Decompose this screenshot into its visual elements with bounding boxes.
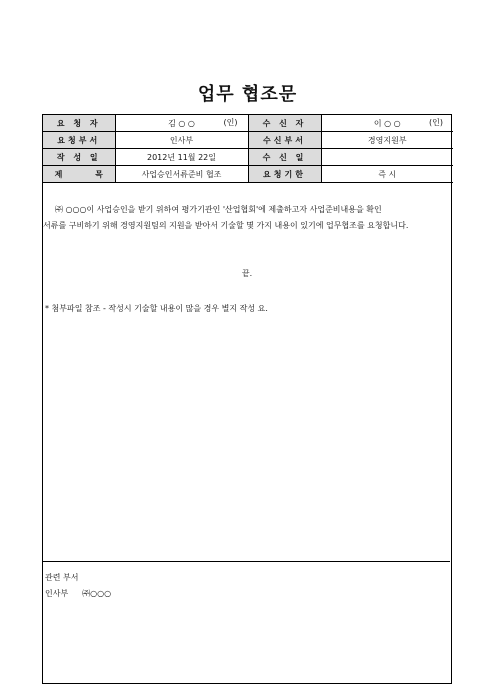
body-paragraph-1: ㈜ ○○○이 사업승인을 받기 위하여 평가기관인 '산업협회'에 제출하고자 사업준비내용을 확인 [55,205,382,214]
received-date-value [321,149,453,166]
subject-label: 제 목 [43,166,115,183]
header-row-date [43,149,453,166]
requesting-dept-value: 인사부 [115,132,248,149]
requester-value [115,115,248,132]
deadline-label: 요청기한 [248,166,321,183]
receiving-dept-label: 수신부서 [248,132,321,149]
document-title: 업무 협조문 [197,84,298,105]
received-date-label: 수 신 일 [248,149,321,166]
deadline-value: 즉 시 [321,166,453,183]
recipient-value [321,115,453,132]
related-dept-entry [45,588,111,599]
requesting-dept-label: 요청부서 [43,132,115,149]
related-dept-label: 관련 부서 [45,573,79,582]
body-paragraph-2: 서류를 구비하기 위해 경영지원팀의 지원을 받아서 기술할 몇 가지 내용이 있기에 업무협조를 요청합니다. [43,221,409,230]
subject-value: 사업승인서류준비 협조 [115,166,248,183]
header-row-department [43,132,453,149]
written-date-value: 2012년 11월 22일 [115,149,248,166]
related-departments-section [43,561,450,683]
recipient-seal: (인) [429,118,443,127]
cooperation-form [42,114,452,684]
receiving-dept-value: 경영지원부 [321,132,453,149]
related-dept-name: 인사부 [45,589,69,598]
requester-label: 요 청 자 [43,115,115,132]
recipient-label: 수 신 자 [248,115,321,132]
header-row-requester [43,115,453,132]
requester-seal: (인) [223,118,238,127]
written-date-label: 작 성 일 [43,149,115,166]
header-row-subject [43,166,453,183]
related-dept-manager: ㈜○○○ [82,589,112,598]
end-mark: 끝. [241,269,253,278]
header-table [43,115,453,183]
requester-name: 김 ○ ○ [168,118,195,128]
attachment-note: * 첨부파일 참조 - 작성시 기술할 내용이 많을 경우 별지 작성 요. [45,304,268,313]
recipient-name: 이 ○ ○ [373,118,401,128]
